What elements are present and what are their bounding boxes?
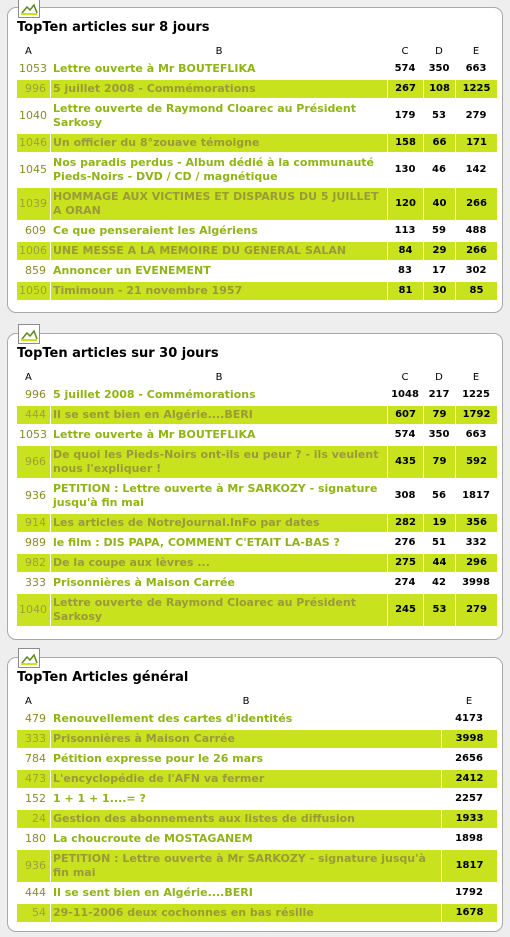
value-e: 1792 bbox=[455, 406, 497, 424]
article-link[interactable]: 29-11-2006 deux cochonnes en bas résille bbox=[51, 904, 441, 922]
value-e: 1898 bbox=[455, 833, 483, 844]
article-id: 479 bbox=[25, 712, 46, 725]
column-header-e: E bbox=[472, 45, 480, 57]
value-d: 19 bbox=[423, 514, 455, 532]
column-header-a: A bbox=[25, 45, 32, 57]
article-id: 333 bbox=[17, 730, 51, 748]
article-link[interactable]: De la coupe aux lèvres ... bbox=[51, 554, 387, 572]
article-link[interactable]: Lettre ouverte de Raymond Cloarec au Président Sarkosy bbox=[51, 594, 387, 626]
value-d: 217 bbox=[428, 389, 450, 400]
value-d: 53 bbox=[423, 594, 455, 626]
article-id: 152 bbox=[25, 792, 46, 805]
article-id: 1045 bbox=[19, 163, 47, 176]
table-row bbox=[17, 554, 497, 572]
table-row bbox=[17, 222, 497, 240]
value-d: 42 bbox=[432, 577, 446, 588]
article-id: 444 bbox=[25, 886, 46, 899]
value-d: 350 bbox=[428, 429, 450, 440]
value-c: 120 bbox=[387, 188, 423, 220]
article-link[interactable]: Gestion des abonnements aux listes de diffusion bbox=[51, 810, 441, 828]
article-id: 473 bbox=[17, 770, 51, 788]
value-e: 1225 bbox=[462, 389, 490, 400]
article-link[interactable]: Ce que penseraient les Algériens bbox=[53, 224, 258, 237]
value-c: 274 bbox=[394, 577, 416, 588]
table-row bbox=[17, 594, 497, 626]
article-id: 54 bbox=[17, 904, 51, 922]
table-row bbox=[17, 790, 497, 808]
value-c: 158 bbox=[387, 134, 423, 152]
value-e: 1817 bbox=[462, 490, 490, 501]
table-row bbox=[17, 884, 497, 902]
table-row bbox=[17, 904, 497, 922]
value-d: 46 bbox=[432, 164, 446, 175]
value-c: 276 bbox=[394, 537, 416, 548]
value-e: 3998 bbox=[441, 730, 497, 748]
value-e: 279 bbox=[455, 594, 497, 626]
value-e: 1792 bbox=[455, 887, 483, 898]
value-e: 1225 bbox=[455, 80, 497, 98]
article-link[interactable]: Un officier du 8°zouave témoigne bbox=[51, 134, 387, 152]
article-id: 1040 bbox=[19, 109, 47, 122]
table-row bbox=[17, 830, 497, 848]
value-c: 574 bbox=[394, 63, 416, 74]
article-link[interactable]: La choucroute de MOSTAGANEM bbox=[53, 832, 253, 845]
value-c: 130 bbox=[394, 164, 416, 175]
topten-8-days-panel bbox=[7, 7, 503, 313]
image-icon bbox=[18, 0, 40, 18]
table-row bbox=[17, 282, 497, 300]
value-e: 1678 bbox=[441, 904, 497, 922]
table-row bbox=[17, 446, 497, 478]
table-row bbox=[17, 154, 497, 186]
value-c: 113 bbox=[394, 225, 416, 236]
value-d: 59 bbox=[432, 225, 446, 236]
image-icon bbox=[18, 648, 40, 668]
table-header bbox=[17, 694, 497, 708]
topten-table bbox=[17, 368, 497, 628]
column-header-e: E bbox=[465, 695, 473, 707]
value-e: 85 bbox=[455, 282, 497, 300]
value-e: 266 bbox=[455, 188, 497, 220]
table-row bbox=[17, 188, 497, 220]
article-link[interactable]: Lettre ouverte à Mr BOUTEFLIKA bbox=[53, 428, 256, 441]
value-d: 350 bbox=[428, 63, 450, 74]
article-link[interactable]: HOMMAGE AUX VICTIMES ET DISPARUS DU 5 JUILLET A ORAN bbox=[51, 188, 387, 220]
value-d: 79 bbox=[423, 406, 455, 424]
article-id: 1040 bbox=[17, 594, 51, 626]
table-row bbox=[17, 242, 497, 260]
value-e: 2656 bbox=[455, 753, 483, 764]
article-link[interactable]: Lettre ouverte à Mr BOUTEFLIKA bbox=[53, 62, 256, 75]
article-id: 1053 bbox=[19, 62, 47, 75]
value-e: 171 bbox=[455, 134, 497, 152]
article-id: 996 bbox=[25, 388, 46, 401]
value-e: 296 bbox=[455, 554, 497, 572]
value-c: 574 bbox=[394, 429, 416, 440]
value-e: 592 bbox=[455, 446, 497, 478]
value-c: 282 bbox=[387, 514, 423, 532]
article-link[interactable]: Il se sent bien en Algérie....BERI bbox=[53, 886, 253, 899]
article-link[interactable]: le film : DIS PAPA, COMMENT C'ETAIT LA-BAS ? bbox=[53, 536, 340, 549]
value-e: 1933 bbox=[441, 810, 497, 828]
image-icon bbox=[18, 324, 40, 344]
value-d: 17 bbox=[432, 265, 446, 276]
article-link[interactable]: Renouvellement des cartes d'identités bbox=[53, 712, 293, 725]
article-id: 784 bbox=[25, 752, 46, 765]
article-link[interactable]: UNE MESSE A LA MEMOIRE DU GENERAL SALAN bbox=[51, 242, 387, 260]
value-e: 266 bbox=[455, 242, 497, 260]
column-header-c: C bbox=[401, 371, 409, 383]
value-e: 279 bbox=[465, 110, 487, 121]
article-link[interactable]: Annoncer un EVENEMENT bbox=[53, 264, 211, 277]
table-row bbox=[17, 850, 497, 882]
table-row bbox=[17, 60, 497, 78]
table-row bbox=[17, 426, 497, 444]
panel-title: TopTen articles sur 30 jours bbox=[17, 346, 219, 361]
article-id: 966 bbox=[17, 446, 51, 478]
table-row bbox=[17, 386, 497, 404]
value-c: 179 bbox=[394, 110, 416, 121]
column-header-e: E bbox=[472, 371, 480, 383]
panel-title: TopTen Articles général bbox=[17, 670, 189, 685]
column-header-a: A bbox=[25, 371, 32, 383]
article-id: 1050 bbox=[17, 282, 51, 300]
value-c: 267 bbox=[387, 80, 423, 98]
column-header-b: B bbox=[242, 695, 250, 707]
article-link[interactable]: Timimoun - 21 novembre 1957 bbox=[51, 282, 387, 300]
article-link[interactable]: 1 + 1 + 1....= ? bbox=[53, 792, 146, 805]
table-header bbox=[17, 44, 497, 58]
value-e: 142 bbox=[465, 164, 487, 175]
value-c: 607 bbox=[387, 406, 423, 424]
column-header-d: D bbox=[435, 371, 443, 383]
value-e: 663 bbox=[465, 63, 487, 74]
value-d: 29 bbox=[423, 242, 455, 260]
value-c: 84 bbox=[387, 242, 423, 260]
table-row bbox=[17, 770, 497, 788]
article-id: 859 bbox=[25, 264, 46, 277]
article-id: 609 bbox=[25, 224, 46, 237]
value-d: 66 bbox=[423, 134, 455, 152]
table-header bbox=[17, 370, 497, 384]
column-header-b: B bbox=[215, 371, 223, 383]
table-row bbox=[17, 480, 497, 512]
panel-title: TopTen articles sur 8 jours bbox=[17, 20, 210, 35]
table-row bbox=[17, 730, 497, 748]
table-row bbox=[17, 134, 497, 152]
table-row bbox=[17, 100, 497, 132]
table-row bbox=[17, 810, 497, 828]
value-c: 308 bbox=[394, 490, 416, 501]
article-id: 1006 bbox=[17, 242, 51, 260]
value-e: 1817 bbox=[441, 850, 497, 882]
value-e: 663 bbox=[465, 429, 487, 440]
value-d: 40 bbox=[423, 188, 455, 220]
value-c: 81 bbox=[387, 282, 423, 300]
topten-30-days-panel bbox=[7, 333, 503, 640]
table-row bbox=[17, 406, 497, 424]
value-e: 2412 bbox=[441, 770, 497, 788]
value-e: 4173 bbox=[455, 713, 483, 724]
table-row bbox=[17, 80, 497, 98]
article-id: 1046 bbox=[17, 134, 51, 152]
article-id: 180 bbox=[25, 832, 46, 845]
value-e: 332 bbox=[465, 537, 487, 548]
value-e: 2257 bbox=[455, 793, 483, 804]
value-d: 51 bbox=[432, 537, 446, 548]
table-row bbox=[17, 514, 497, 532]
value-e: 3998 bbox=[462, 577, 490, 588]
value-c: 275 bbox=[387, 554, 423, 572]
value-c: 245 bbox=[387, 594, 423, 626]
column-header-c: C bbox=[401, 45, 409, 57]
topten-table bbox=[17, 42, 497, 302]
article-id: 1039 bbox=[17, 188, 51, 220]
value-d: 30 bbox=[423, 282, 455, 300]
value-e: 302 bbox=[465, 265, 487, 276]
table-row bbox=[17, 574, 497, 592]
article-link[interactable]: Les articles de NotreJournal.InFo par dates bbox=[51, 514, 387, 532]
article-id: 444 bbox=[17, 406, 51, 424]
article-link[interactable]: Prisonnières à Maison Carrée bbox=[51, 730, 441, 748]
column-header-d: D bbox=[435, 45, 443, 57]
table-row bbox=[17, 534, 497, 552]
article-link[interactable]: 5 juillet 2008 - Commémorations bbox=[51, 80, 387, 98]
article-link[interactable]: 5 juillet 2008 - Commémorations bbox=[53, 388, 256, 401]
article-link[interactable]: Il se sent bien en Algérie....BERI bbox=[51, 406, 387, 424]
article-id: 914 bbox=[17, 514, 51, 532]
article-link[interactable]: PETITION : Lettre ouverte à Mr SARKOZY - signature jusqu'à fin mai bbox=[53, 482, 378, 509]
article-link[interactable]: De quoi les Pieds-Noirs ont-ils eu peur ? - ils veulent nous l'expliquer ! bbox=[51, 446, 387, 478]
value-c: 435 bbox=[387, 446, 423, 478]
value-c: 83 bbox=[398, 265, 412, 276]
value-d: 53 bbox=[432, 110, 446, 121]
article-id: 982 bbox=[17, 554, 51, 572]
value-d: 108 bbox=[423, 80, 455, 98]
value-d: 56 bbox=[432, 490, 446, 501]
topten-table bbox=[17, 692, 497, 924]
article-link[interactable]: Lettre ouverte de Raymond Cloarec au Président Sarkosy bbox=[53, 102, 356, 129]
article-id: 936 bbox=[17, 850, 51, 882]
value-d: 79 bbox=[423, 446, 455, 478]
article-id: 24 bbox=[17, 810, 51, 828]
value-d: 44 bbox=[423, 554, 455, 572]
value-e: 488 bbox=[465, 225, 487, 236]
article-link[interactable]: Nos paradis perdus - Album dédié à la communauté Pieds-Noirs - DVD / CD / magnétique bbox=[53, 156, 375, 183]
article-id: 1053 bbox=[19, 428, 47, 441]
value-c: 1048 bbox=[391, 389, 419, 400]
article-id: 936 bbox=[25, 489, 46, 502]
table-row bbox=[17, 262, 497, 280]
article-link[interactable]: L'encyclopédie de l'AFN va fermer bbox=[51, 770, 441, 788]
article-id: 996 bbox=[17, 80, 51, 98]
value-e: 356 bbox=[455, 514, 497, 532]
article-id: 989 bbox=[25, 536, 46, 549]
column-header-b: B bbox=[215, 45, 223, 57]
article-link[interactable]: Pétition expresse pour le 26 mars bbox=[53, 752, 264, 765]
article-id: 333 bbox=[25, 576, 46, 589]
column-header-a: A bbox=[25, 695, 32, 707]
article-link[interactable]: Prisonnières à Maison Carrée bbox=[53, 576, 235, 589]
article-link[interactable]: PETITION : Lettre ouverte à Mr SARKOZY - signature jusqu'à fin mai bbox=[51, 850, 441, 882]
table-row bbox=[17, 750, 497, 768]
topten-general-panel bbox=[7, 657, 503, 932]
table-row bbox=[17, 710, 497, 728]
